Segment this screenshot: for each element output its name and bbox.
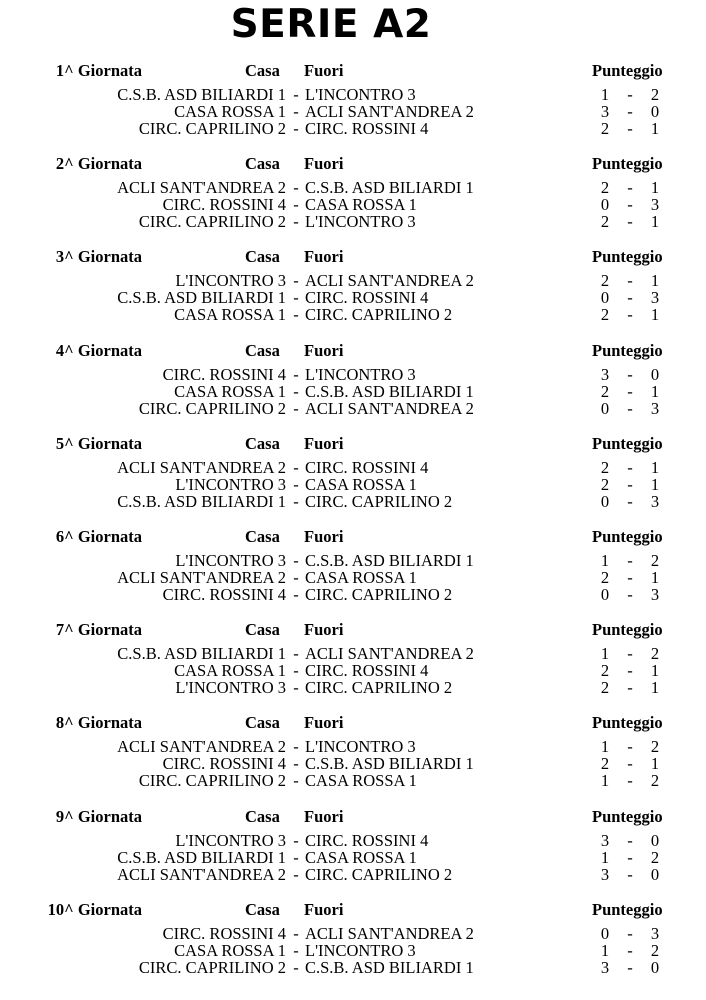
score-column-header: Punteggio xyxy=(592,806,663,826)
home-score: 1 xyxy=(600,940,610,960)
team-separator: - xyxy=(293,271,299,291)
team-separator: - xyxy=(293,568,299,587)
score-column-header: Punteggio xyxy=(592,527,663,546)
home-score: 0 xyxy=(600,288,610,308)
match-row xyxy=(0,400,706,417)
match-row xyxy=(0,120,706,137)
team-separator: - xyxy=(293,864,299,884)
score-separator: - xyxy=(627,102,633,121)
home-team: CIRC. CAPRILINO 2 xyxy=(138,398,286,418)
home-team: L'INCONTRO 3 xyxy=(175,271,286,291)
home-team: CASA ROSSA 1 xyxy=(174,940,286,960)
home-team: C.S.B. ASD BILIARDI 1 xyxy=(117,644,286,664)
score-separator: - xyxy=(627,864,633,884)
page-title: SERIE A2 xyxy=(230,2,432,47)
round-title: 3^ Giornata xyxy=(55,247,142,267)
away-team: CIRC. ROSSINI 4 xyxy=(305,830,429,850)
away-score: 1 xyxy=(650,678,660,698)
score-separator: - xyxy=(627,644,633,664)
away-score: 1 xyxy=(650,381,660,401)
home-score: 0 xyxy=(600,585,610,604)
match-row xyxy=(0,569,706,586)
away-score: 0 xyxy=(650,102,660,121)
home-team: ACLI SANT'ANDREA 2 xyxy=(117,568,286,587)
home-team: C.S.B. ASD BILIARDI 1 xyxy=(117,85,286,104)
home-team: CASA ROSSA 1 xyxy=(174,305,286,325)
away-score: 0 xyxy=(650,864,660,884)
home-column-header: Casa xyxy=(245,620,280,640)
away-team: L'INCONTRO 3 xyxy=(305,85,416,104)
home-score: 2 xyxy=(600,457,610,477)
team-separator: - xyxy=(293,940,299,960)
match-row xyxy=(0,586,706,603)
score-separator: - xyxy=(627,551,633,570)
round-title: 6^ Giornata xyxy=(55,527,142,546)
away-team: C.S.B. ASD BILIARDI 1 xyxy=(305,178,474,198)
match-row xyxy=(0,832,706,849)
away-column-header: Fuori xyxy=(304,154,344,174)
home-score: 2 xyxy=(600,178,610,198)
home-team: CIRC. ROSSINI 4 xyxy=(162,585,286,604)
away-team: CIRC. CAPRILINO 2 xyxy=(305,678,453,698)
home-team: C.S.B. ASD BILIARDI 1 xyxy=(117,288,286,308)
team-separator: - xyxy=(293,178,299,198)
home-column-header: Casa xyxy=(245,340,280,360)
score-column-header: Punteggio xyxy=(592,713,663,733)
team-separator: - xyxy=(293,305,299,325)
match-row xyxy=(0,383,706,400)
away-score: 1 xyxy=(650,568,660,587)
away-score: 1 xyxy=(650,305,660,325)
away-score: 2 xyxy=(650,85,660,104)
match-row xyxy=(0,755,706,772)
score-separator: - xyxy=(627,830,633,850)
score-separator: - xyxy=(627,212,633,232)
away-team: C.S.B. ASD BILIARDI 1 xyxy=(305,754,474,774)
home-column-header: Casa xyxy=(245,713,280,733)
home-score: 0 xyxy=(600,398,610,418)
away-team: C.S.B. ASD BILIARDI 1 xyxy=(305,551,474,570)
home-column-header: Casa xyxy=(245,433,280,453)
team-separator: - xyxy=(293,398,299,418)
team-separator: - xyxy=(293,737,299,757)
home-team: CIRC. CAPRILINO 2 xyxy=(138,771,286,791)
away-score: 1 xyxy=(650,212,660,232)
home-team: CASA ROSSA 1 xyxy=(174,381,286,401)
away-score: 3 xyxy=(650,195,660,215)
team-separator: - xyxy=(293,830,299,850)
away-team: CIRC. ROSSINI 4 xyxy=(305,457,429,477)
away-column-header: Fuori xyxy=(304,433,344,453)
away-column-header: Fuori xyxy=(304,527,344,546)
away-team: ACLI SANT'ANDREA 2 xyxy=(305,923,474,943)
home-score: 3 xyxy=(600,830,610,850)
match-row xyxy=(0,552,706,569)
away-column-header: Fuori xyxy=(304,620,344,640)
away-team: CIRC. CAPRILINO 2 xyxy=(305,491,453,511)
home-score: 2 xyxy=(600,678,610,698)
round-section xyxy=(0,434,706,527)
home-team: L'INCONTRO 3 xyxy=(175,551,286,570)
home-team: CIRC. ROSSINI 4 xyxy=(162,195,286,215)
home-score: 2 xyxy=(600,474,610,494)
home-column-header: Casa xyxy=(245,806,280,826)
home-team: CIRC. ROSSINI 4 xyxy=(162,364,286,384)
match-row xyxy=(0,772,706,789)
score-separator: - xyxy=(627,754,633,774)
team-separator: - xyxy=(293,678,299,698)
score-separator: - xyxy=(627,119,633,138)
match-row xyxy=(0,662,706,679)
match-row xyxy=(0,493,706,510)
round-title: 2^ Giornata xyxy=(55,154,142,174)
home-score: 2 xyxy=(600,661,610,681)
away-column-header: Fuori xyxy=(304,713,344,733)
match-row xyxy=(0,366,706,383)
away-score: 0 xyxy=(650,364,660,384)
match-row xyxy=(0,196,706,213)
away-score: 1 xyxy=(650,119,660,138)
home-score: 3 xyxy=(600,102,610,121)
round-section xyxy=(0,713,706,806)
team-separator: - xyxy=(293,551,299,570)
round-section xyxy=(0,247,706,340)
round-section xyxy=(0,154,706,247)
home-score: 1 xyxy=(600,551,610,570)
home-team: ACLI SANT'ANDREA 2 xyxy=(117,457,286,477)
away-score: 3 xyxy=(650,923,660,943)
score-separator: - xyxy=(627,737,633,757)
team-separator: - xyxy=(293,195,299,215)
away-score: 1 xyxy=(650,178,660,198)
match-row xyxy=(0,959,706,976)
away-score: 0 xyxy=(650,830,660,850)
match-row xyxy=(0,272,706,289)
away-team: ACLI SANT'ANDREA 2 xyxy=(305,398,474,418)
round-section xyxy=(0,527,706,620)
score-separator: - xyxy=(627,661,633,681)
home-team: CIRC. CAPRILINO 2 xyxy=(138,212,286,232)
home-score: 0 xyxy=(600,491,610,511)
away-score: 3 xyxy=(650,398,660,418)
score-separator: - xyxy=(627,491,633,511)
away-team: CIRC. CAPRILINO 2 xyxy=(305,864,453,884)
home-score: 2 xyxy=(600,381,610,401)
score-separator: - xyxy=(627,585,633,604)
match-row xyxy=(0,942,706,959)
home-team: L'INCONTRO 3 xyxy=(175,474,286,494)
away-team: CASA ROSSA 1 xyxy=(305,847,417,867)
away-team: CASA ROSSA 1 xyxy=(305,568,417,587)
round-title: 9^ Giornata xyxy=(55,806,142,826)
team-separator: - xyxy=(293,288,299,308)
match-row xyxy=(0,679,706,696)
score-separator: - xyxy=(627,381,633,401)
away-team: CIRC. ROSSINI 4 xyxy=(305,119,429,138)
round-title: 10^ Giornata xyxy=(47,899,142,919)
away-team: L'INCONTRO 3 xyxy=(305,940,416,960)
team-separator: - xyxy=(293,102,299,121)
score-separator: - xyxy=(627,85,633,104)
team-separator: - xyxy=(293,491,299,511)
home-score: 1 xyxy=(600,847,610,867)
match-row xyxy=(0,849,706,866)
match-row xyxy=(0,289,706,306)
score-separator: - xyxy=(627,195,633,215)
home-team: CIRC. CAPRILINO 2 xyxy=(138,119,286,138)
score-separator: - xyxy=(627,178,633,198)
home-score: 2 xyxy=(600,754,610,774)
score-separator: - xyxy=(627,678,633,698)
score-column-header: Punteggio xyxy=(592,433,663,453)
match-row xyxy=(0,645,706,662)
away-score: 2 xyxy=(650,737,660,757)
away-score: 1 xyxy=(650,661,660,681)
home-score: 0 xyxy=(600,923,610,943)
round-section xyxy=(0,341,706,434)
match-row xyxy=(0,738,706,755)
home-team: L'INCONTRO 3 xyxy=(175,678,286,698)
home-score: 3 xyxy=(600,864,610,884)
away-score: 1 xyxy=(650,271,660,291)
home-team: CASA ROSSA 1 xyxy=(174,102,286,121)
away-score: 1 xyxy=(650,754,660,774)
away-score: 1 xyxy=(650,474,660,494)
away-team: C.S.B. ASD BILIARDI 1 xyxy=(305,957,474,977)
away-team: ACLI SANT'ANDREA 2 xyxy=(305,102,474,121)
home-team: ACLI SANT'ANDREA 2 xyxy=(117,737,286,757)
away-team: CASA ROSSA 1 xyxy=(305,474,417,494)
score-separator: - xyxy=(627,288,633,308)
team-separator: - xyxy=(293,644,299,664)
score-separator: - xyxy=(627,457,633,477)
home-score: 2 xyxy=(600,271,610,291)
home-team: CIRC. CAPRILINO 2 xyxy=(138,957,286,977)
away-column-header: Fuori xyxy=(304,61,344,80)
score-separator: - xyxy=(627,568,633,587)
home-column-header: Casa xyxy=(245,527,280,546)
away-score: 2 xyxy=(650,940,660,960)
team-separator: - xyxy=(293,381,299,401)
home-column-header: Casa xyxy=(245,247,280,267)
team-separator: - xyxy=(293,85,299,104)
home-score: 1 xyxy=(600,644,610,664)
team-separator: - xyxy=(293,923,299,943)
match-row xyxy=(0,459,706,476)
round-section xyxy=(0,900,706,993)
score-separator: - xyxy=(627,305,633,325)
away-score: 1 xyxy=(650,457,660,477)
score-column-header: Punteggio xyxy=(592,340,663,360)
away-team: ACLI SANT'ANDREA 2 xyxy=(305,271,474,291)
home-team: CIRC. ROSSINI 4 xyxy=(162,923,286,943)
home-score: 2 xyxy=(600,305,610,325)
home-score: 2 xyxy=(600,212,610,232)
score-separator: - xyxy=(627,271,633,291)
match-row xyxy=(0,103,706,120)
match-row xyxy=(0,86,706,103)
team-separator: - xyxy=(293,585,299,604)
home-team: CASA ROSSA 1 xyxy=(174,661,286,681)
score-column-header: Punteggio xyxy=(592,154,663,174)
score-separator: - xyxy=(627,957,633,977)
team-separator: - xyxy=(293,957,299,977)
home-column-header: Casa xyxy=(245,899,280,919)
away-score: 2 xyxy=(650,771,660,791)
round-title: 8^ Giornata xyxy=(55,713,142,733)
away-column-header: Fuori xyxy=(304,247,344,267)
away-team: L'INCONTRO 3 xyxy=(305,737,416,757)
round-section xyxy=(0,620,706,713)
away-team: C.S.B. ASD BILIARDI 1 xyxy=(305,381,474,401)
score-separator: - xyxy=(627,940,633,960)
away-team: L'INCONTRO 3 xyxy=(305,364,416,384)
team-separator: - xyxy=(293,457,299,477)
away-team: L'INCONTRO 3 xyxy=(305,212,416,232)
away-team: CIRC. CAPRILINO 2 xyxy=(305,305,453,325)
team-separator: - xyxy=(293,661,299,681)
round-title: 1^ Giornata xyxy=(55,61,142,80)
score-column-header: Punteggio xyxy=(592,899,663,919)
match-row xyxy=(0,866,706,883)
away-score: 2 xyxy=(650,847,660,867)
home-score: 2 xyxy=(600,568,610,587)
home-team: C.S.B. ASD BILIARDI 1 xyxy=(117,847,286,867)
home-score: 0 xyxy=(600,195,610,215)
away-team: CASA ROSSA 1 xyxy=(305,771,417,791)
away-team: CIRC. ROSSINI 4 xyxy=(305,661,429,681)
team-separator: - xyxy=(293,771,299,791)
round-section xyxy=(0,61,706,154)
home-column-header: Casa xyxy=(245,61,280,80)
home-score: 2 xyxy=(600,119,610,138)
score-column-header: Punteggio xyxy=(592,620,663,640)
team-separator: - xyxy=(293,212,299,232)
away-score: 0 xyxy=(650,957,660,977)
score-column-header: Punteggio xyxy=(592,61,663,80)
home-team: L'INCONTRO 3 xyxy=(175,830,286,850)
match-row xyxy=(0,925,706,942)
home-score: 1 xyxy=(600,85,610,104)
team-separator: - xyxy=(293,754,299,774)
home-score: 1 xyxy=(600,771,610,791)
round-title: 4^ Giornata xyxy=(55,340,142,360)
score-separator: - xyxy=(627,923,633,943)
round-section xyxy=(0,807,706,900)
away-column-header: Fuori xyxy=(304,899,344,919)
round-title: 7^ Giornata xyxy=(55,620,142,640)
score-separator: - xyxy=(627,364,633,384)
away-team: CIRC. CAPRILINO 2 xyxy=(305,585,453,604)
away-column-header: Fuori xyxy=(304,340,344,360)
match-row xyxy=(0,179,706,196)
home-score: 3 xyxy=(600,364,610,384)
away-score: 3 xyxy=(650,491,660,511)
score-separator: - xyxy=(627,847,633,867)
round-title: 5^ Giornata xyxy=(55,433,142,453)
home-score: 3 xyxy=(600,957,610,977)
team-separator: - xyxy=(293,474,299,494)
away-column-header: Fuori xyxy=(304,806,344,826)
score-separator: - xyxy=(627,398,633,418)
away-team: ACLI SANT'ANDREA 2 xyxy=(305,644,474,664)
team-separator: - xyxy=(293,847,299,867)
score-separator: - xyxy=(627,474,633,494)
away-score: 3 xyxy=(650,288,660,308)
score-column-header: Punteggio xyxy=(592,247,663,267)
match-row xyxy=(0,476,706,493)
home-score: 1 xyxy=(600,737,610,757)
away-team: CASA ROSSA 1 xyxy=(305,195,417,215)
team-separator: - xyxy=(293,364,299,384)
away-score: 2 xyxy=(650,551,660,570)
score-separator: - xyxy=(627,771,633,791)
match-row xyxy=(0,213,706,230)
away-score: 3 xyxy=(650,585,660,604)
home-team: C.S.B. ASD BILIARDI 1 xyxy=(117,491,286,511)
away-score: 2 xyxy=(650,644,660,664)
team-separator: - xyxy=(293,119,299,138)
home-team: ACLI SANT'ANDREA 2 xyxy=(117,178,286,198)
match-row xyxy=(0,306,706,323)
home-column-header: Casa xyxy=(245,154,280,174)
away-team: CIRC. ROSSINI 4 xyxy=(305,288,429,308)
home-team: CIRC. ROSSINI 4 xyxy=(162,754,286,774)
home-team: ACLI SANT'ANDREA 2 xyxy=(117,864,286,884)
